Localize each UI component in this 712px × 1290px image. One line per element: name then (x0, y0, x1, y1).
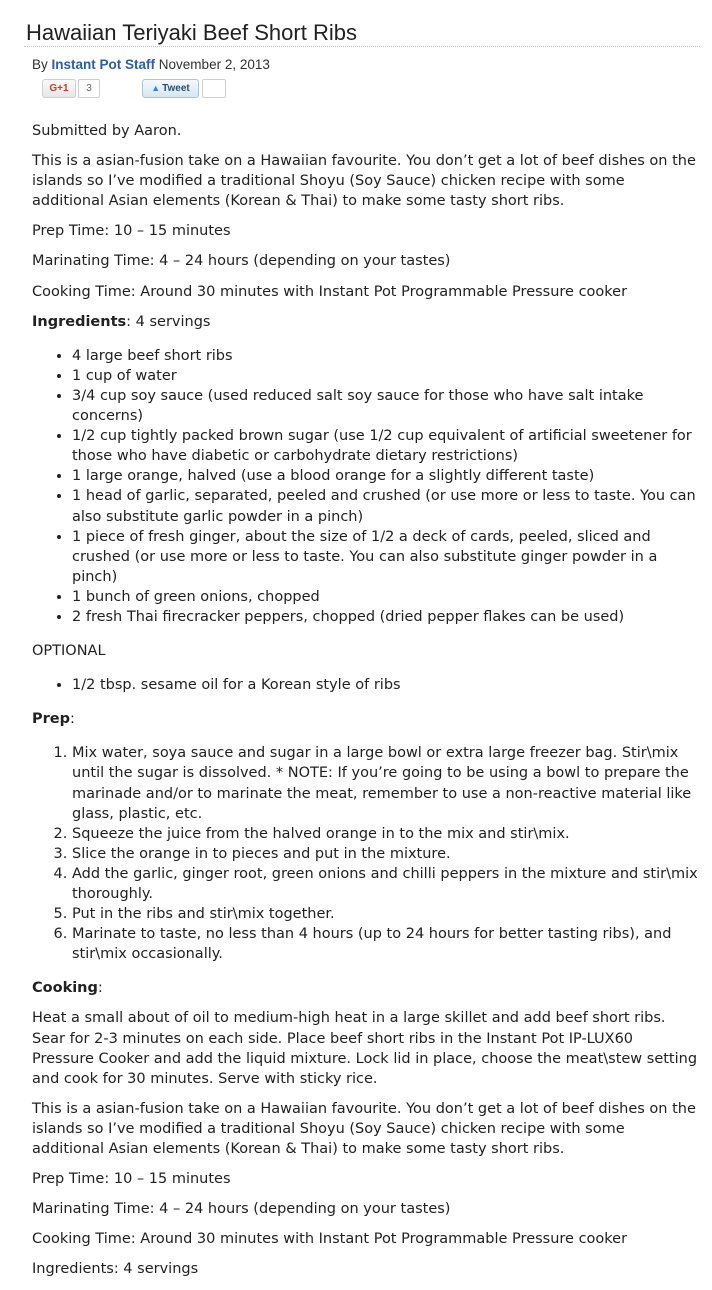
list-item: • 1 head of garlic, separated, peeled and crushed (or use more or less to taste. You can also substitute garlic powder in a pinch) (72, 486, 698, 526)
recipe-content (32, 121, 698, 1290)
cooking-suffix: : (97, 980, 103, 997)
list-item: 1. Mix water, soya sauce and sugar in a large bowl or extra large freezer bag. Stir\mix until the sugar is dissolved. * NOTE: If you’re going to be using a bowl to prepare the marinade and/or to marinate the meat, remember to use a non-reactive material like glass, plastic, etc. (72, 743, 698, 823)
cooking-heading (32, 978, 698, 998)
list-item: • 1/2 cup tightly packed brown sugar (use 1/2 cup equivalent of artificial sweetener for those who have diabetic or carbohydrate dietary restrictions) (72, 426, 698, 466)
list-item: • 1 large orange, halved (use a blood orange for a slightly different taste) (72, 466, 698, 486)
list-item: 5. Put in the ribs and stir\mix together. (72, 904, 698, 924)
title-divider (24, 46, 700, 47)
cooking-time: Cooking Time: Around 30 minutes with Instant Pot Programmable Pressure cooker (32, 283, 628, 300)
list-item: 6. Marinate to taste, no less than 4 hours (up to 24 hours for better tasting ribs), and stir\mix occasionally. (72, 924, 698, 964)
list-item: • 1 cup of water (72, 366, 698, 386)
google-plus-button[interactable]: G+1 (42, 79, 76, 98)
post-date: November 2, 2013 (158, 57, 270, 72)
cooking-instructions: Heat a small about of oil to medium-high heat in a large skillet and add beef short ribs. Sear for 2-3 minutes on each side. Place beef short ribs in the Instant Pot IP-LUX60 Pressure Cooker and add the liquid mixture. Lock lid in place, choose the meat\stew setting and cook for 30 minutes. Serve with sticky rice. (32, 1010, 698, 1087)
prep-steps (32, 743, 698, 964)
list-item: 4. Add the garlic, ginger root, green onions and chilli peppers in the mixture and stir\mix thoroughly. (72, 864, 698, 904)
ingredients-label: Ingredients (32, 313, 127, 330)
list-item: 2. Squeeze the juice from the halved orange in to the mix and stir\mix. (72, 824, 698, 844)
prep-label: Prep (32, 711, 70, 728)
author-link[interactable]: Instant Pot Staff (51, 57, 156, 72)
tweet-label: Tweet (162, 83, 190, 94)
prep-suffix: : (70, 711, 75, 728)
cooking-time-repeat: Cooking Time: Around 30 minutes with Instant Pot Programmable Pressure cooker (32, 1231, 628, 1248)
prep-time: Prep Time: 10 – 15 minutes (32, 223, 231, 240)
submitted-by: Submitted by Aaron. (32, 123, 182, 139)
list-item: • 3/4 cup soy sauce (used reduced salt soy sauce for those who have salt intake concerns) (72, 386, 698, 426)
ingredients-list (32, 346, 698, 627)
byline (32, 55, 270, 75)
list-item: • 4 large beef short ribs (72, 346, 698, 366)
ingredients-repeat: Ingredients: 4 servings (32, 1261, 199, 1278)
prep-heading (32, 709, 698, 729)
ingredients-servings: : 4 servings (126, 313, 211, 330)
list-item: • 2 fresh Thai firecracker peppers, chopped (dried pepper flakes can be used) (72, 607, 698, 627)
optional-heading: OPTIONAL (32, 643, 106, 660)
twitter-bird-icon: ▲ (151, 83, 161, 93)
prep-time-repeat: Prep Time: 10 – 15 minutes (32, 1171, 231, 1188)
list-item: • 1 piece of fresh ginger, about the size of 1/2 a deck of cards, peeled, sliced and crushed (or use more or less to taste. You can also substitute ginger powder in a pinch) (72, 527, 698, 587)
list-item: • 1 bunch of green onions, chopped (72, 587, 698, 607)
byline-prefix: By (32, 57, 48, 72)
cooking-label: Cooking (32, 980, 98, 997)
tweet-count (202, 79, 226, 98)
marinating-time: Marinating Time: 4 – 24 hours (depending on your tastes) (32, 253, 451, 270)
recipe-description: This is a asian-fusion take on a Hawaiian favourite. You don’t get a lot of beef dishes on the islands so I’ve modified a traditional Shoyu (Soy Sauce) chicken recipe with some additional Asian elements (Korean & Thai) to make some tasty short ribs. (32, 153, 696, 210)
list-item: 3. Slice the orange in to pieces and put in the mixture. (72, 844, 698, 864)
tweet-button[interactable] (142, 79, 199, 98)
list-item: • 1/2 tbsp. sesame oil for a Korean style of ribs (72, 675, 698, 695)
page-title: Hawaiian Teriyaki Beef Short Ribs (26, 20, 357, 45)
optional-list (32, 675, 698, 695)
google-plus-count: 3 (78, 79, 100, 98)
ingredients-heading (32, 312, 698, 332)
marinating-time-repeat: Marinating Time: 4 – 24 hours (depending on your tastes) (32, 1201, 451, 1218)
recipe-description-repeat: This is a asian-fusion take on a Hawaiian favourite. You don’t get a lot of beef dishes on the islands so I’ve modified a traditional Shoyu (Soy Sauce) chicken recipe with some additional Asian elements (Korean & Thai) to make some tasty short ribs. (32, 1100, 696, 1158)
